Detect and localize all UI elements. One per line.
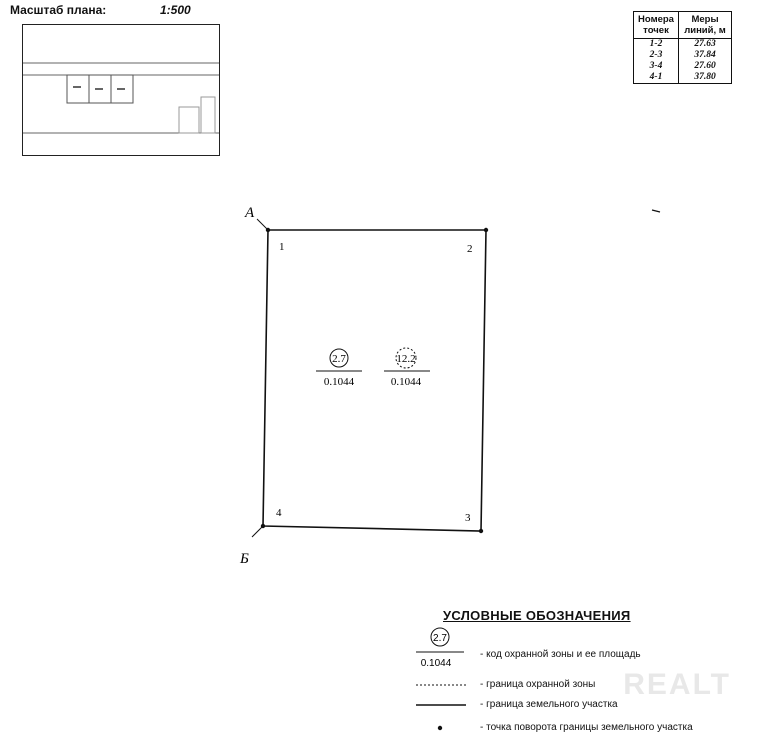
point-number-1: 1 xyxy=(279,241,285,253)
watermark-logo: REALT xyxy=(623,668,731,701)
zone-code-label: 12.2 xyxy=(396,353,416,365)
drawing-mark xyxy=(652,210,660,212)
legend-sample-code: 2.7 xyxy=(433,633,447,644)
corner-b-leader xyxy=(252,526,263,537)
turning-point-3 xyxy=(479,529,483,533)
table-cell-length: 27.60 xyxy=(679,61,732,72)
legend-item-zone-code: - код охранной зоны и ее площадь xyxy=(480,649,641,660)
legend-item-zone-border: - граница охранной зоны xyxy=(480,679,596,690)
point-number-4: 4 xyxy=(276,507,282,519)
zone-area-label: 0.1044 xyxy=(390,376,422,388)
corner-label-a: А xyxy=(245,205,255,221)
legend-title: УСЛОВНЫЕ ОБОЗНАЧЕНИЯ xyxy=(443,608,631,623)
point-number-2: 2 xyxy=(467,243,473,255)
legend-item-plot-border: - граница земельного участка xyxy=(480,699,618,710)
plan-scale-label: Масштаб плана: xyxy=(10,3,107,17)
table-cell-length: 37.80 xyxy=(679,72,732,84)
table-cell-points: 2-3 xyxy=(634,50,679,61)
zone-area-label: 0.1044 xyxy=(323,376,355,388)
turning-point-2 xyxy=(484,228,488,232)
table-cell-length: 27.63 xyxy=(679,39,732,51)
plan-scale-value: 1:500 xyxy=(160,3,191,17)
legend-sample-area: 0.1044 xyxy=(420,658,452,669)
table-cell-points: 1-2 xyxy=(634,39,679,51)
legend-item-turning-point: - точка поворота границы земельного участка xyxy=(480,722,693,733)
table-cell-points: 3-4 xyxy=(634,61,679,72)
legend-turning-point xyxy=(438,726,442,730)
table-header-points: Номера точек xyxy=(634,12,679,39)
zone-code-label: 2.7 xyxy=(332,353,346,365)
point-number-3: 3 xyxy=(465,512,471,524)
corner-a-leader xyxy=(257,219,268,230)
table-cell-length: 37.84 xyxy=(679,50,732,61)
table-header-lengths: Меры линий, м xyxy=(679,12,732,39)
corner-label-b: Б xyxy=(240,551,249,567)
plot-boundary xyxy=(263,230,486,531)
table-cell-points: 4-1 xyxy=(634,72,679,84)
